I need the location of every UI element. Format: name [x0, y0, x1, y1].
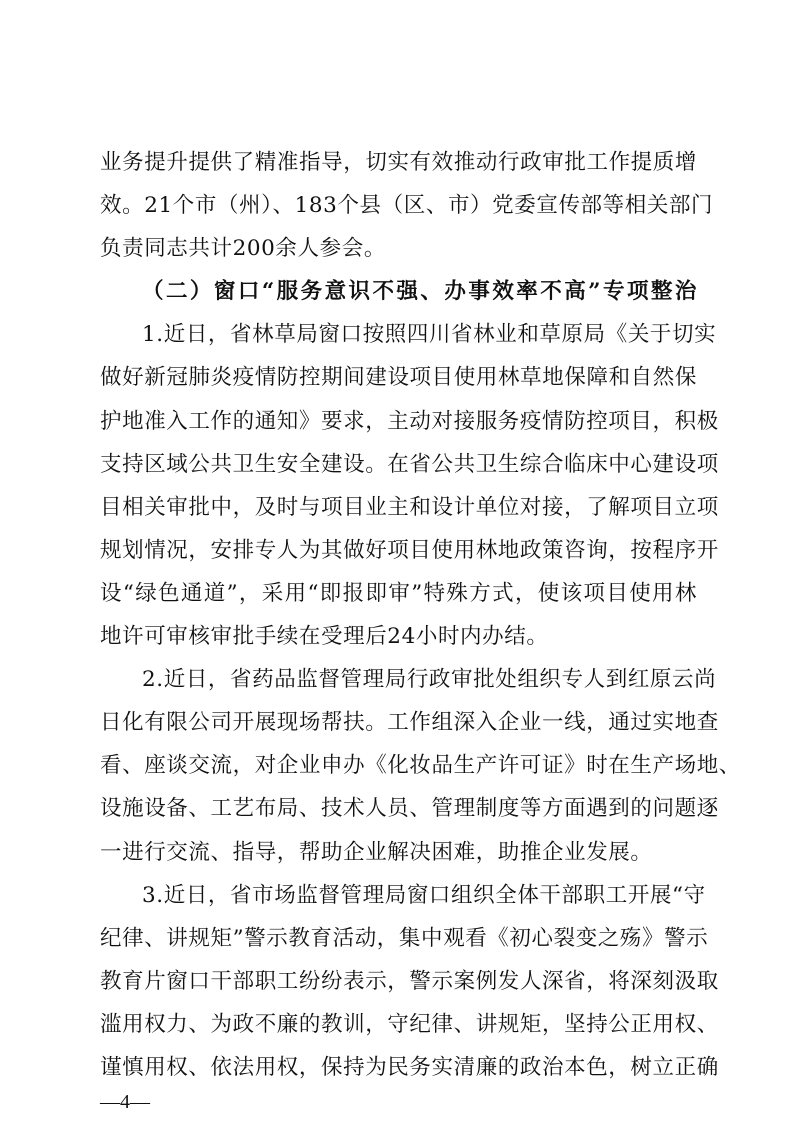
section-heading: （二）窗口“服务意识不强、办事效率不高”专项整治 [142, 279, 697, 305]
paragraph-line: 做好新冠肺炎疫情防控期间建设项目使用林草地保障和自然保 [100, 365, 697, 391]
paragraph-line: 3.近日，省市场监督管理局窗口组织全体干部职工开展“守 [142, 882, 706, 908]
paragraph-line: 1.近日，省林草局窗口按照四川省林业和草原局《关于切实 [142, 322, 717, 348]
paragraph-line: 纪律、讲规矩”警示教育活动，集中观看《初心裂变之殇》警示 [100, 925, 709, 951]
paragraph-line: 日化有限公司开展现场帮扶。工作组深入企业一线，通过实地查 [100, 710, 719, 736]
paragraph-line: 支持区域公共卫生安全建设。在省公共卫生综合临床中心建设项 [100, 451, 719, 477]
paragraph-line: 效。21个市（州）、183个县（区、市）党委宣传部等相关部门 [100, 193, 714, 219]
paragraph-line: 负责同志共计200余人参会。 [100, 236, 386, 262]
paragraph-line: 谨慎用权、依法用权，保持为民务实清廉的政治本色，树立正确 [100, 1055, 719, 1080]
paragraph-line: 设“绿色通道”，采用“即报即审”特殊方式，使该项目使用林 [100, 580, 697, 606]
paragraph-line: 规划情况，安排专人为其做好项目使用林地政策咨询，按程序开 [100, 537, 719, 563]
paragraph-line: 一进行交流、指导，帮助企业解决困难，助推企业发展。 [100, 839, 653, 865]
paragraph-line: 看、座谈交流，对企业申办《化妆品生产许可证》时在生产场地、 [100, 753, 741, 779]
page-number: —4— [100, 1091, 150, 1113]
paragraph-line: 2.近日，省药品监督管理局行政审批处组织专人到红原云尚 [142, 667, 717, 693]
paragraph-line: 滥用权力、为政不廉的教训，守纪律、讲规矩，坚持公正用权、 [100, 1011, 719, 1037]
paragraph-line: 设施设备、工艺布局、技术人员、管理制度等方面遇到的问题逐 [100, 796, 719, 822]
paragraph-line: 护地准入工作的通知》要求，主动对接服务疫情防控项目，积极 [100, 408, 719, 434]
paragraph-line: 地许可审核审批手续在受理后24小时内办结。 [100, 624, 549, 650]
paragraph-line: 目相关审批中，及时与项目业主和设计单位对接，了解项目立项 [100, 494, 719, 520]
paragraph-line: 业务提升提供了精准指导，切实有效推动行政审批工作提质增 [100, 150, 697, 175]
paragraph-line: 教育片窗口干部职工纷纷表示，警示案例发人深省，将深刻汲取 [100, 968, 719, 994]
